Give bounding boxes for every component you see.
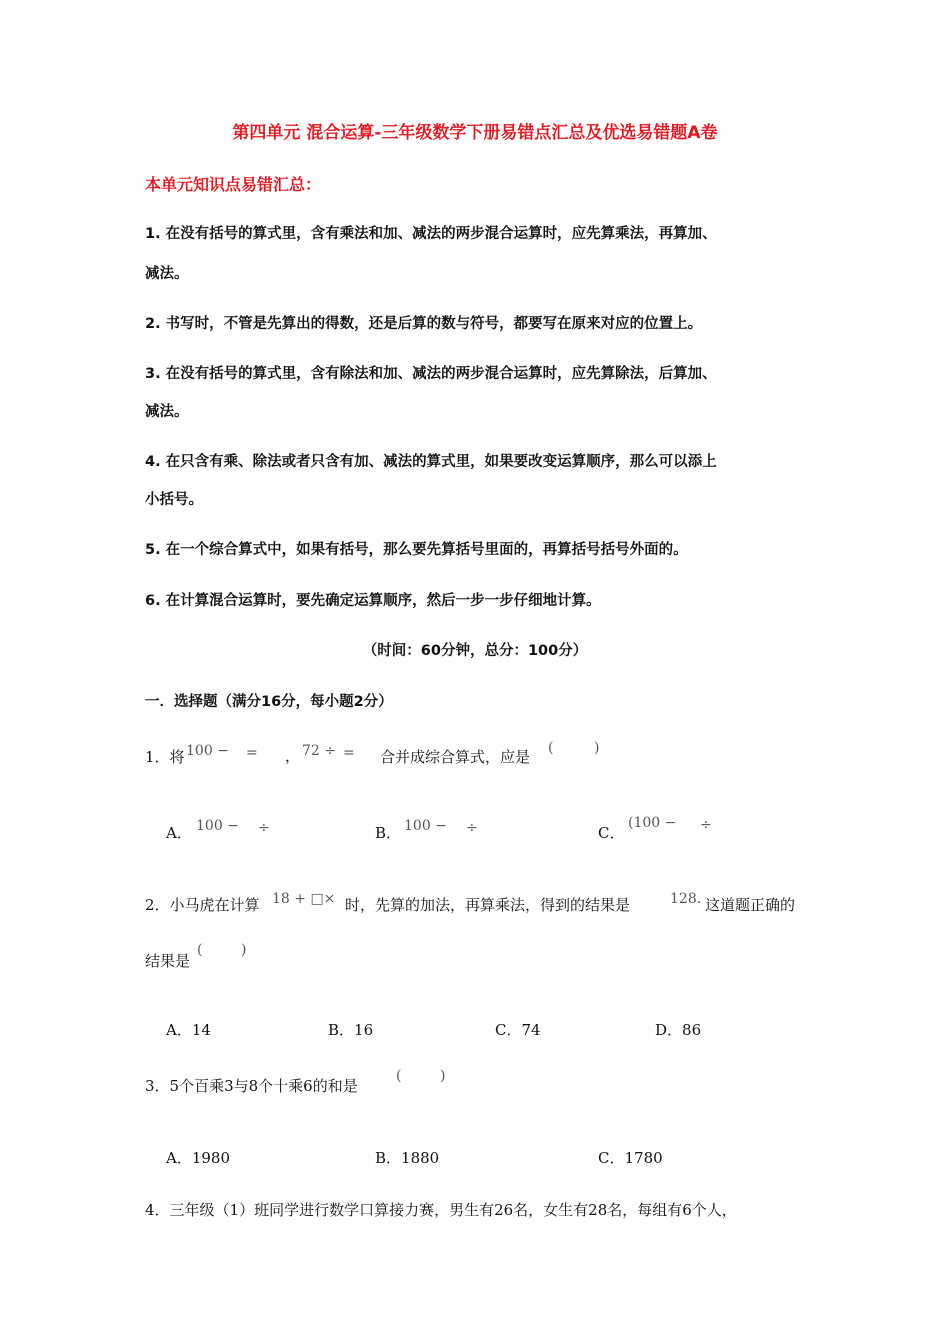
q1-paren-close: )	[594, 740, 600, 756]
point-1-line-1: 1. 在没有括号的算式里，含有乘法和加、减法的两步混合运算时，应先算乘法，再算加、	[145, 226, 717, 242]
q1-eq2: =	[343, 745, 355, 761]
q1-prefix: 1．将	[145, 748, 185, 766]
q2-option-a: A．14	[166, 1021, 211, 1039]
q2-suffix: 这道题正确的	[705, 896, 796, 914]
q4-text: 4．三年级（1）班同学进行数学口算接力赛，男生有26名，女生有28名，每组有6个人，	[145, 1201, 737, 1219]
q3-paren-open: (	[396, 1068, 402, 1084]
section-subtitle: 本单元知识点易错汇总：	[145, 175, 322, 194]
q1-suffix: 合并成综合算式，应是	[380, 748, 531, 766]
q1-option-a-div: ÷	[258, 820, 270, 836]
point-6: 6. 在计算混合运算时，要先确定运算顺序，然后一步一步仔细地计算。	[145, 593, 601, 609]
q1-option-b-div: ÷	[466, 820, 478, 836]
q3-text: 3．5个百乘3与8个十乘6的和是	[145, 1077, 358, 1095]
q1-option-b-label: B．	[375, 824, 402, 842]
q2-prefix: 2．小马虎在计算	[145, 896, 260, 914]
q1-expr1: 100 −	[186, 743, 229, 759]
q2-mid: 时，先算的加法，再算乘法，得到的结果是	[345, 896, 631, 914]
q1-comma: ，	[285, 747, 301, 765]
point-3-line-1: 3. 在没有括号的算式里，含有除法和加、减法的两步混合运算时，应先算除法，后算加、	[145, 366, 717, 382]
point-2: 2. 书写时，不管是先算出的得数，还是后算的数与符号，都要写在原来对应的位置上。	[145, 316, 703, 332]
q1-option-a-label: A．	[166, 824, 192, 842]
q2-paren-open: (	[197, 942, 203, 958]
q1-paren-open: (	[548, 740, 554, 756]
point-4-line-1: 4. 在只含有乘、除法或者只含有加、减法的算式里，如果要改变运算顺序，那么可以添上	[145, 454, 717, 470]
q3-option-c: C．1780	[598, 1149, 663, 1167]
q1-option-c-label: C．	[598, 824, 625, 842]
time-info: （时间：60分钟，总分：100分）	[362, 643, 588, 659]
q1-option-c-expr: (100 −	[628, 815, 677, 831]
point-3-line-2: 减法。	[145, 404, 189, 420]
q2-option-b: B．16	[328, 1021, 374, 1039]
q1-eq1: =	[246, 745, 258, 761]
q1-option-a-expr: 100 −	[196, 818, 239, 834]
q2-paren-close: )	[241, 942, 247, 958]
q3-option-b: B．1880	[375, 1149, 440, 1167]
point-1-line-2: 减法。	[145, 266, 189, 282]
q1-option-c-div: ÷	[700, 817, 712, 833]
q2-value: 128.	[670, 891, 702, 907]
page-title: 第四单元 混合运算-三年级数学下册易错点汇总及优选易错题A卷	[232, 123, 718, 143]
q2-option-c: C．74	[495, 1021, 541, 1039]
q3-option-a: A．1980	[166, 1149, 231, 1167]
q2-expr: 18 + □×	[272, 891, 336, 907]
section-heading: 一．选择题（满分16分，每小题2分）	[145, 694, 393, 710]
q1-expr2: 72 ÷	[302, 743, 336, 759]
point-5: 5. 在一个综合算式中，如果有括号，那么要先算括号里面的，再算括号括号外面的。	[145, 542, 688, 558]
q2-option-d: D．86	[655, 1021, 702, 1039]
q3-paren-close: )	[440, 1068, 446, 1084]
q1-option-b-expr: 100 −	[404, 818, 447, 834]
point-4-line-2: 小括号。	[145, 492, 203, 508]
q2-line-2: 结果是	[145, 952, 191, 970]
